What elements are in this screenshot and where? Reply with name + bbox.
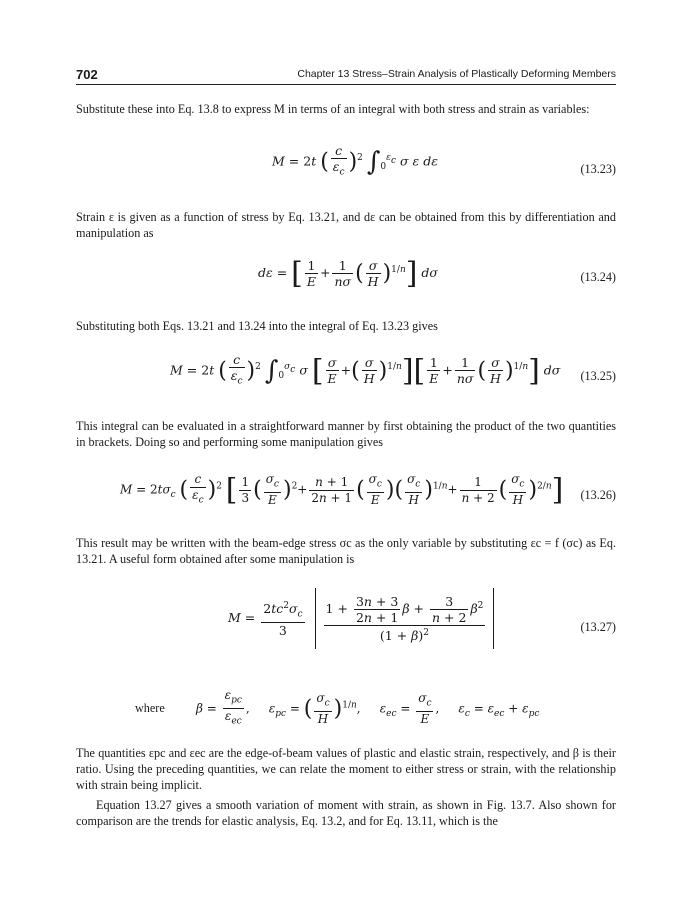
paragraph-4: This integral can be evaluated in a straightforward manner by first obtaining the product of the two quantities in brackets. Doing so and performing some manipulation gives [76, 419, 616, 449]
header-rule [76, 84, 616, 85]
where-label: where [135, 701, 165, 715]
paragraph-3: Substituting both Eqs. 13.21 and 13.24 into the integral of Eq. 13.23 gives [76, 319, 438, 333]
paragraph-6: The quantities εpc and εec are the edge-of-beam values of plastic and elastic strain, respectively, and β is their ratio. Using the preceding quantities, we can relate the moment to either stress or strain, with the relationship with strain being implicit. [76, 746, 616, 792]
equation-13-24: dε = [ $\frac{1}{E}$ + $\frac{1}{n\sigma}$ ( $\frac{\sigma}{H}$ )$^{1/n}$] dσ [258, 256, 438, 291]
paragraph-5: This result may be written with the beam-edge stress σc as the only variable by substituting εc = f (σc) as Eq. 13.21. A useful form obtained after some manipulation is [76, 536, 616, 566]
chapter-title: Chapter 13 Stress–Strain Analysis of Plastically Deforming Members [297, 68, 616, 80]
where-definitions: β = $\frac{\varepsilon_{pc}}{\varepsilon_{ec}}$ , $\varepsilon_{pc}$ = ( $\frac{\sigma_c}{H}$ )$^{1/n}$, $\varepsilon_{ec}$ = $\frac{\sigma_c}{E}$ , $\varepsilon_c = \varepsilon_{ec} + \varepsilon_{pc}$ [196, 688, 540, 727]
page-header [76, 67, 616, 85]
equation-number-13-27: (13.27) [580, 620, 616, 634]
paragraph-7: Equation 13.27 gives a smooth variation of moment with strain, as shown in Fig. 13.7. Also shown for comparison are the trends for elastic analysis, Eq. 13.2, and for Eq. 13.11, which is the [76, 798, 616, 828]
equation-13-27: M = $\frac{2tc^2\sigma_c}{3}$ 1 + $\frac{3n + 3}{2n + 1}$ β + $\frac{3}{n + 2}$ $\beta^2$ $(1 + \beta)^2$ [228, 588, 494, 649]
equation-number-13-23: (13.23) [580, 162, 616, 176]
equation-13-26: $M = 2t\sigma_c$ ( $\frac{c}{\varepsilon_c}$ )$^2$ [ $\frac{1}{3}$ ( $\frac{\sigma_c}{E}$ )$^2$+ $\frac{n + 1}{2n + 1}$ ( $\frac{\sigma_c}{E}$ )( $\frac{\sigma_c}{H}$ )$^{1/n}$+ $\frac{1}{n + 2}$ ( $\frac{\sigma_c}{H}$ )$^{2/n}$] [120, 472, 564, 508]
equation-number-13-24: (13.24) [580, 270, 616, 284]
page-number: 702 [76, 67, 98, 82]
equation-13-25: M = 2t ( $\frac{c}{\varepsilon_c}$ )$^2$ $\int_0^{\sigma_c}$ σ [ $\frac{\sigma}{E}$ +( $\frac{\sigma}{H}$ )$^{1/n}$][ $\frac{1}{E}$ + $\frac{1}{n\sigma}$ ( $\frac{\sigma}{H}$ )$^{1/n}$] dσ [170, 352, 561, 389]
paragraph-2: Strain ε is given as a function of stress by Eq. 13.21, and dε can be obtained from this by differentiation and manipulation as [76, 210, 616, 240]
equation-number-13-26: (13.26) [580, 488, 616, 502]
equation-13-23: M = 2t ( $\frac{c}{\varepsilon_c}$ )$^2$ $\int_0^{\varepsilon_c}$ σ ε dε [272, 143, 438, 178]
equation-number-13-25: (13.25) [580, 369, 616, 383]
paragraph-1: Substitute these into Eq. 13.8 to express M in terms of an integral with both stress and strain as variables: [76, 102, 590, 116]
